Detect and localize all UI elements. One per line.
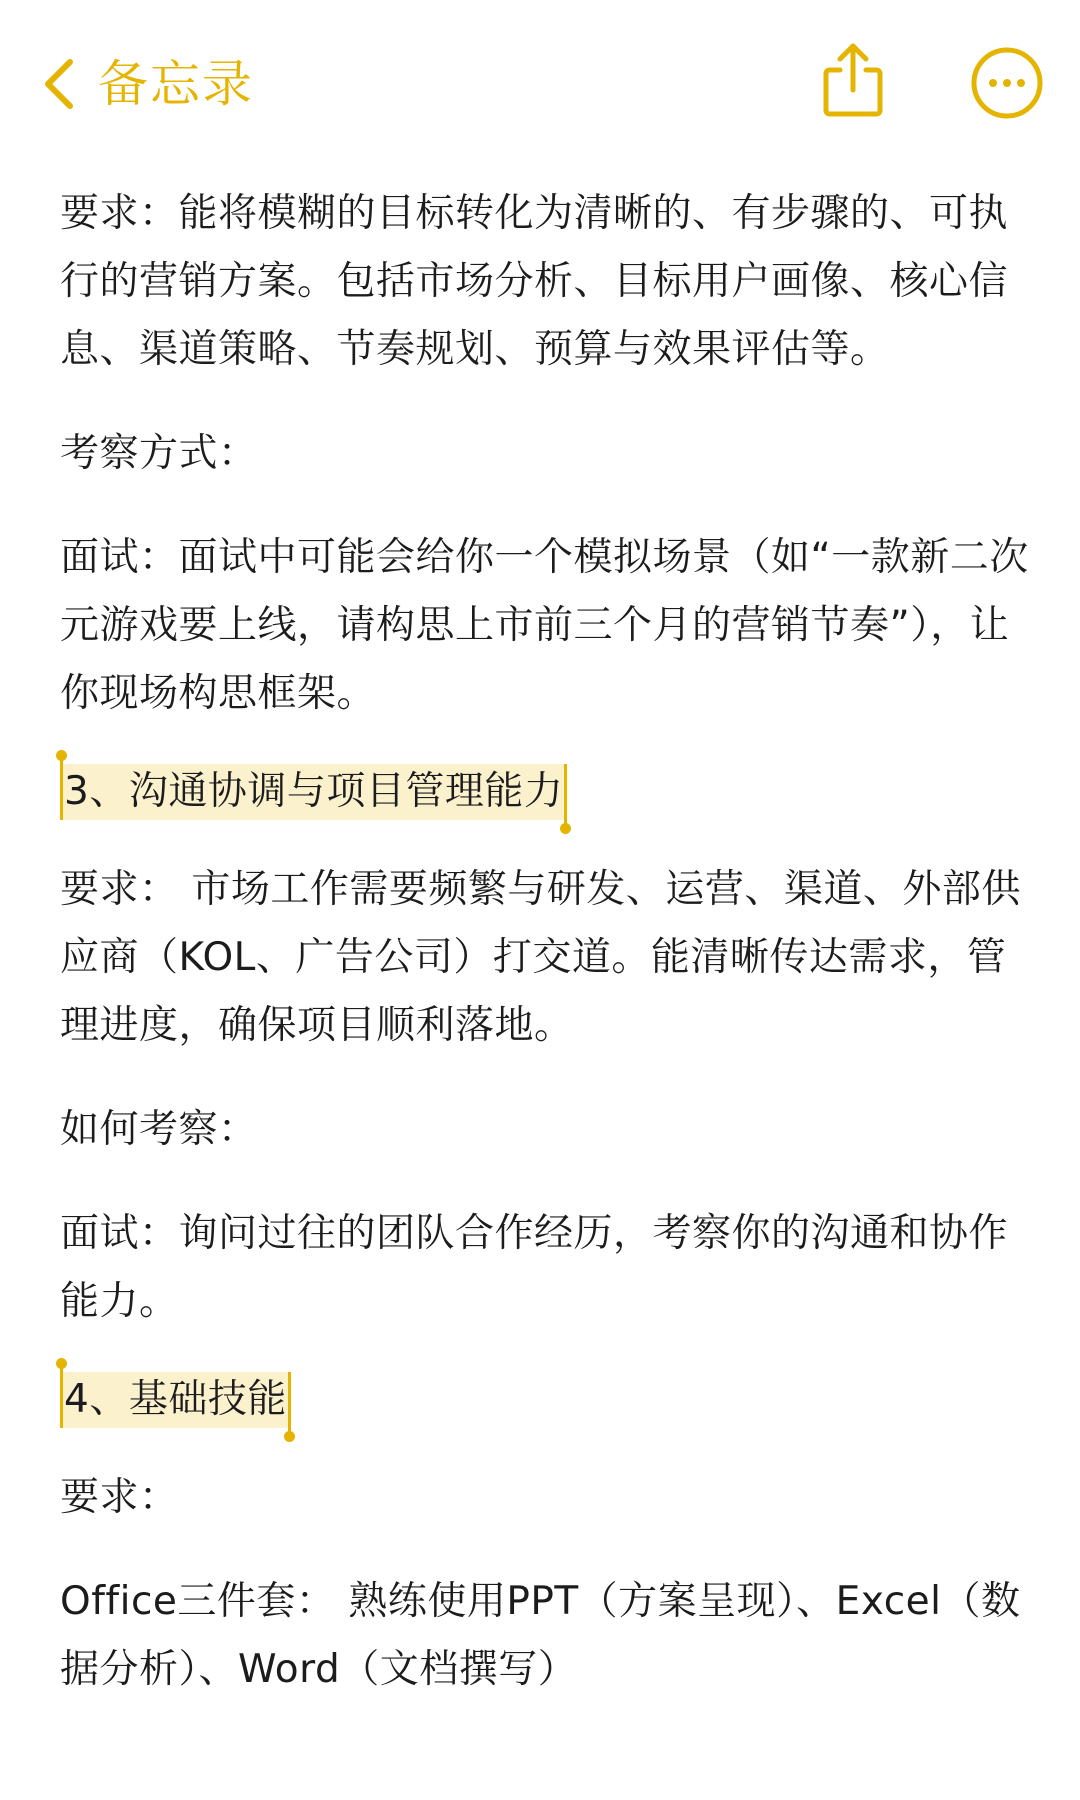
note-paragraph-interview: 面试：面试中可能会给你一个模拟场景（如“一款新二次元游戏要上线，请构思上市前三个月的营销节奏”），让你现场构思框架。 [60,535,1029,716]
note-paragraph-how-to-assess: 如何考察： [60,1107,258,1152]
note-paragraph-requirement-3: 要求： [60,1475,179,1520]
selection-start-handle[interactable] [60,1364,63,1428]
selected-heading-4[interactable] [60,1372,291,1428]
note-paragraph-assessment-label: 考察方式： [60,431,258,476]
heading-3: 3、沟通协调与项目管理能力 [60,764,567,820]
note-paragraph-requirement-2: 要求： 市场工作需要频繁与研发、运营、渠道、外部供应商（KOL、广告公司）打交道。能清晰传达需求，管理进度，确保项目顺利落地。 [60,867,1021,1048]
back-button[interactable] [40,48,254,120]
chevron-left-icon [40,54,80,114]
selection-start-handle[interactable] [60,756,63,820]
selected-heading-3[interactable] [60,764,567,820]
heading-4: 4、基础技能 [60,1372,291,1428]
navigation-bar [0,0,1080,160]
selection-end-handle[interactable] [564,764,567,828]
note-paragraph-office: Office三件套： 熟练使用PPT（方案呈现）、Excel（数据分析）、Word（文档撰写） [60,1579,1021,1692]
share-icon[interactable] [818,40,888,120]
selection-end-handle[interactable] [288,1372,291,1436]
more-icon[interactable] [970,46,1044,120]
back-label: 备忘录 [98,55,254,113]
note-paragraph-requirement: 要求：能将模糊的目标转化为清晰的、有步骤的、可执行的营销方案。包括市场分析、目标用户画像、核心信息、渠道策略、节奏规划、预算与效果评估等。 [60,191,1009,372]
note-body[interactable] [60,180,1040,1704]
note-paragraph-interview-2: 面试：询问过往的团队合作经历，考察你的沟通和协作能力。 [60,1211,1009,1324]
